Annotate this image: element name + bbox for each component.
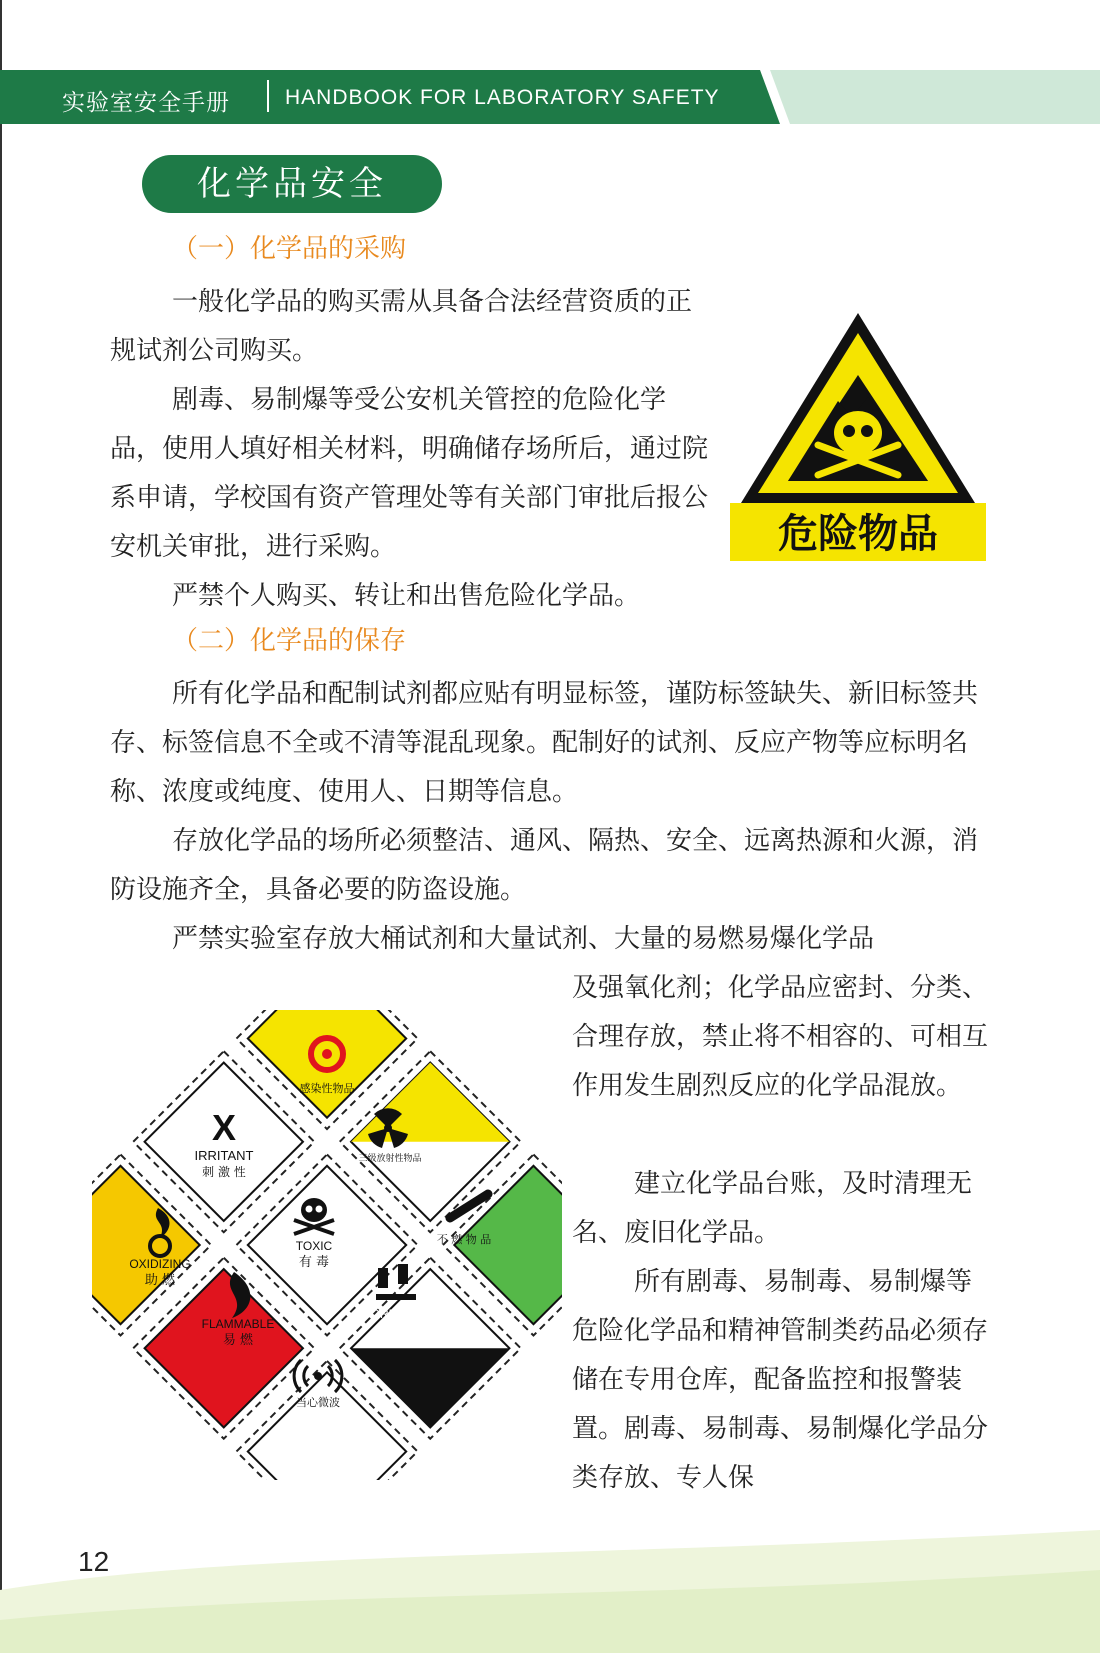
header-divider (267, 80, 269, 112)
paragraph: 剧毒、易制爆等受公安机关管控的危险化学品，使用人填好相关材料，明确储存场所后，通过院系申请，学校国有资产管理处等有关部门审批后报公安机关审批，进行采购。 (110, 385, 709, 562)
irritant-x-icon: X (211, 1107, 237, 1148)
oxidizing-text-cn: 助 燃 (144, 1273, 176, 1288)
paragraph: 所有化学品和配制试剂都应贴有明显标签，谨防标签缺失、新旧标签共存、标签信息不全或不清等混乱现象。配制好的试剂、反应产物等应标明名称、浓度或纯度、使用人、日期等信息。 (110, 679, 979, 807)
irritant-text-en: IRRITANT (194, 1148, 254, 1163)
nonflammable-text: 不 燃 物 品 (436, 1233, 492, 1246)
paragraph: 一般化学品的购买需从具备合法经营资质的正规试剂公司购买。 (110, 287, 693, 366)
flammable-text-cn: 易 燃 (222, 1333, 254, 1348)
handbook-title-en: HANDBOOK FOR LABORATORY SAFETY (285, 86, 720, 109)
corrosive-text-en: CORROSIVE (361, 1307, 435, 1321)
paragraph: 严禁实验室存放大桶试剂和大量试剂、大量的易燃易爆化学品 (172, 924, 875, 954)
paragraph: 及强氧化剂；化学品应密封、分类、合理存放，禁止将不相容的、可相互作用发生剧烈反应的化学品混放。 (572, 973, 989, 1101)
subheading-storage: （二）化学品的保存 (172, 626, 407, 656)
microwave-text: 当心微波 (296, 1396, 340, 1409)
page-edge (0, 0, 2, 1653)
paragraph: 所有剧毒、易制毒、易制爆等危险化学品和精神管制类药品必须存储在专用仓库，配备监控和报警装置。剧毒、易制毒、易制爆化学品分类存放、专人保 (572, 1267, 989, 1493)
subheading-procurement: （一）化学品的采购 (172, 234, 407, 264)
toxic-text-en: TOXIC (295, 1239, 333, 1253)
page-number: 12 (78, 1546, 110, 1577)
paragraph: 建立化学品台账，及时清理无名、废旧化学品。 (572, 1169, 973, 1248)
footer-decoration (0, 1530, 1100, 1653)
paragraph: 严禁个人购买、转让和出售危险化学品。 (172, 581, 641, 611)
paragraph: 存放化学品的场所必须整洁、通风、隔热、安全、远离热源和火源，消防设施齐全，具备必要的防盗设施。 (110, 826, 979, 905)
header-accent (740, 70, 1100, 124)
handbook-title-cn: 实验室安全手册 (62, 90, 230, 116)
infectious-text: 感染性物品 (299, 1082, 355, 1095)
hazard-labels-illustration (92, 1010, 562, 1480)
irritant-text-cn: 刺 激 性 (202, 1165, 246, 1179)
radioactive-text: 三级放射性物品 (358, 1154, 422, 1164)
corrosive-text-cn: 腐 蚀 性 (376, 1323, 420, 1337)
flammable-text-en: FLAMMABLE (201, 1317, 275, 1331)
danger-goods-sign (730, 305, 986, 561)
oxidizing-text-en: OXIDIZING (129, 1257, 191, 1271)
danger-sign-label: 危险物品 (778, 511, 938, 557)
toxic-text-cn: 有 毒 (298, 1255, 330, 1270)
section-title: 化学品安全 (142, 155, 442, 213)
